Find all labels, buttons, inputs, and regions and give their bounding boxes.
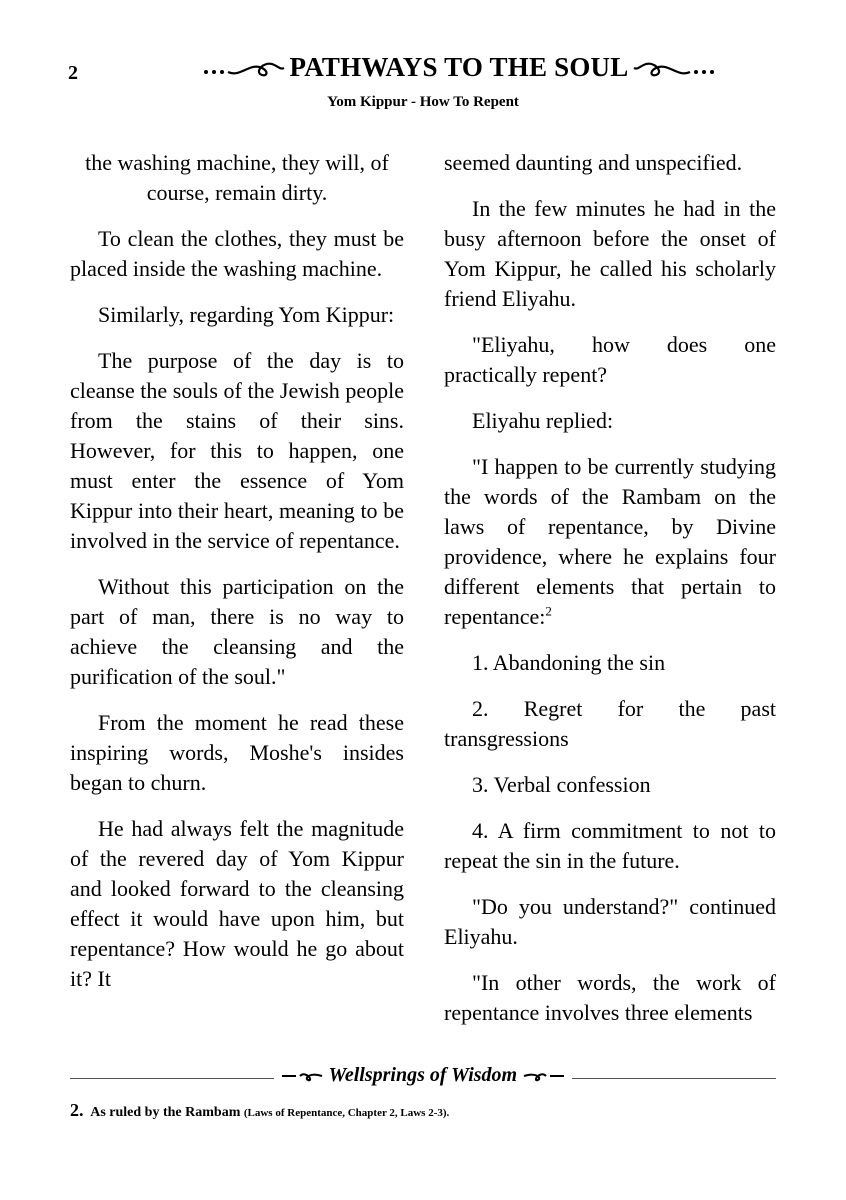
paragraph: "Do you understand?" continued Eliyahu. [444,894,776,949]
paragraph: To clean the clothes, they must be placed inside the washing machine. [70,226,404,281]
list-item: 4. A firm commitment to not to repeat the sin in the future. [444,818,776,873]
left-column [70,148,404,1010]
footer-text: Wellsprings of Wisdom [328,1064,518,1086]
paragraph: Without this participation on the part of man, there is no way to achieve the cleansing and the purification of the soul." [70,574,404,689]
paragraph: He had always felt the magnitude of the revered day of Yom Kippur and looked forward to the cleansing effect it would have upon him, but repentance? How would he go about it? It [70,816,404,991]
scroll-flourish-icon [280,1068,324,1084]
chapter-subtitle: Yom Kippur - How To Repent [327,94,519,110]
page-number: 2 [68,62,78,84]
paragraph-with-footnote [444,452,776,632]
book-title: PATHWAYS TO THE SOUL [289,52,629,82]
paragraph: In the few minutes he had in the busy afternoon before the onset of Yom Kippur, he called his scholarly friend Eliyahu. [444,196,776,311]
paragraph: "In other words, the work of repentance involves three elements [444,970,776,1025]
right-column [444,148,776,1044]
paragraph: From the moment he read these inspiring words, Moshe's insides began to churn. [70,710,404,795]
paragraph: Similarly, regarding Yom Kippur: [98,302,395,327]
list-item: 1. Abandoning the sin [472,650,666,675]
paragraph-text: "I happen to be currently studying the words of the Rambam on the laws of repentance, by Divine providence, where he explains four different elements that pertain to repentance: [444,454,776,629]
footnote [70,1100,776,1121]
scroll-flourish-icon [200,56,286,80]
paragraph: seemed daunting and unspecified. [444,150,743,175]
scroll-flourish-icon [522,1068,566,1084]
paragraph: The purpose of the day is to cleanse the souls of the Jewish people from the stains of their sins. However, for this to happen, one must enter the essence of Yom Kippur into their heart, meaning to be involved in the service of repentance. [70,348,404,553]
footnote-number: 2. [70,1100,84,1120]
footnote-text: As ruled by the Rambam [90,1105,241,1120]
paragraph: Eliyahu replied: [472,408,614,433]
list-item: 2. Regret for the past transgressions [444,696,776,751]
scroll-flourish-icon [632,56,718,80]
page-footer [70,1064,776,1094]
footnote-citation: (Laws of Repentance, Chapter 2, Laws 2-3). [243,1107,450,1119]
footer-label [274,1064,572,1087]
paragraph: "Eliyahu, how does one practically repent? [444,332,776,387]
paragraph: the washing machine, they will, of course, remain dirty. [85,150,389,205]
title-row [132,52,786,83]
footnote-reference[interactable]: 2 [545,603,552,619]
page-header [60,52,786,92]
list-item: 3. Verbal confession [472,772,651,797]
